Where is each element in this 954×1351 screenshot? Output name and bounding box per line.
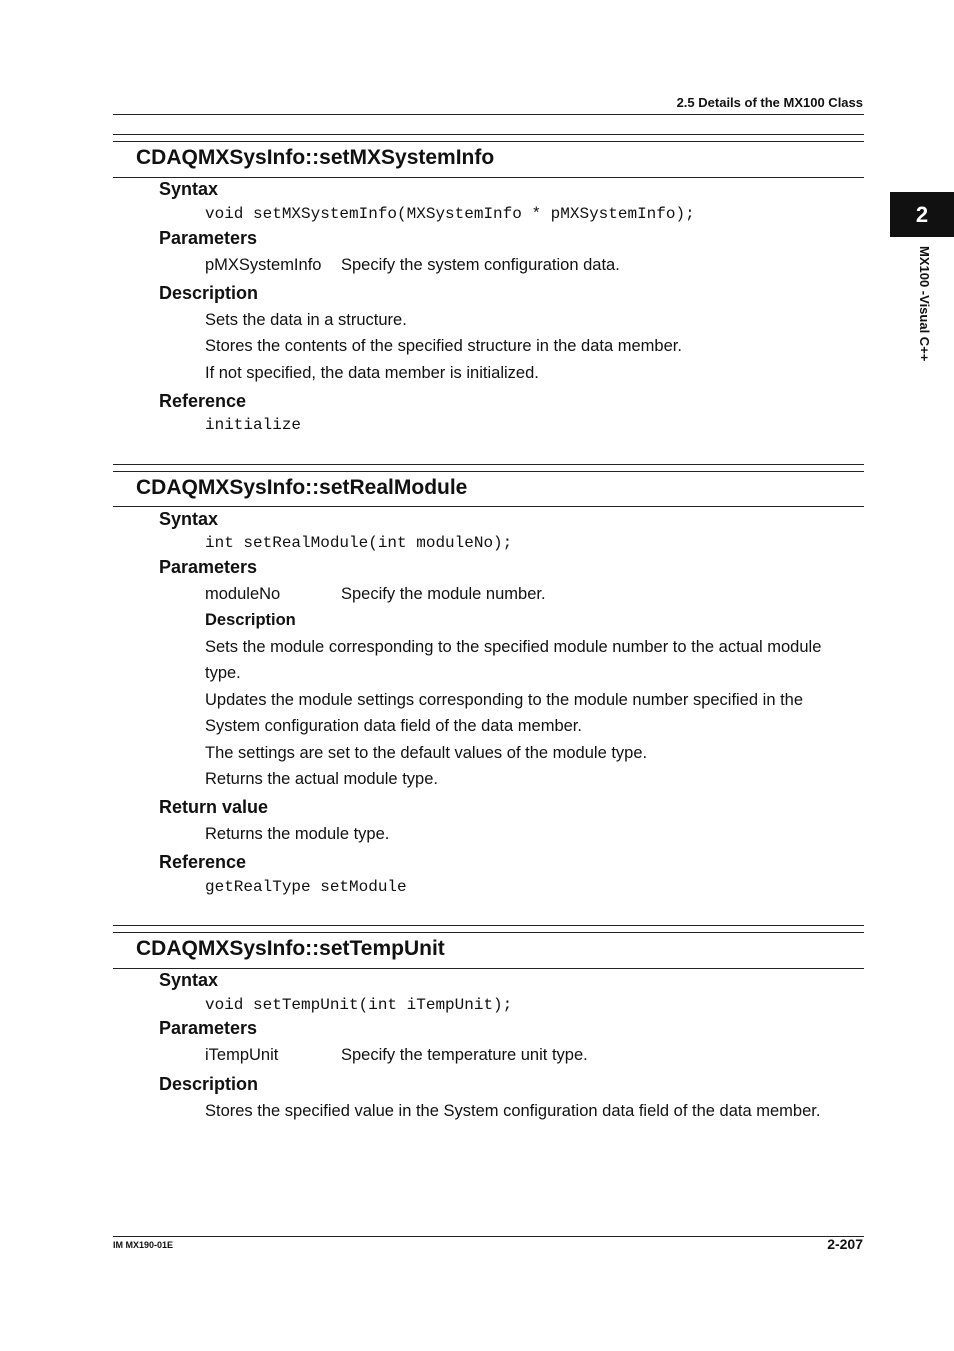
parameters-heading: Parameters (159, 1018, 258, 1038)
syntax-code: void setTempUnit(int iTempUnit); (205, 996, 513, 1014)
section-underline (113, 968, 864, 969)
section-underline (113, 506, 864, 507)
description-line: If not specified, the data member is initialized. (205, 364, 539, 382)
reference-heading: Reference (159, 852, 247, 872)
section-title: CDAQMXSysInfo::setTempUnit (136, 937, 445, 960)
description-line: Stores the specified value in the System configuration data field of the data member. (205, 1102, 821, 1120)
section-rule (113, 134, 864, 142)
syntax-heading: Syntax (159, 179, 219, 199)
description-line: Updates the module settings corresponding to the module number specified in the (205, 691, 804, 709)
description-line: System configuration data field of the data member. (205, 717, 582, 735)
description-line: Stores the contents of the specified structure in the data member. (205, 337, 682, 355)
param-description: Specify the temperature unit type. (341, 1046, 588, 1064)
param-description: Specify the module number. (341, 585, 546, 603)
reference-code: getRealType setModule (205, 878, 407, 896)
return-value-text: Returns the module type. (205, 825, 390, 843)
description-line: type. (205, 664, 241, 682)
description-heading: Description (159, 283, 259, 303)
description-heading: Description (159, 1074, 259, 1094)
chapter-tab-label: MX100 -Visual C++ (917, 246, 932, 362)
section-title: CDAQMXSysInfo::setRealModule (136, 476, 468, 499)
section-title: CDAQMXSysInfo::setMXSystemInfo (136, 146, 495, 169)
parameters-heading: Parameters (159, 557, 258, 577)
param-description: Specify the system configuration data. (341, 256, 620, 274)
syntax-heading: Syntax (159, 509, 219, 529)
section-underline (113, 177, 864, 178)
running-header: 2.5 Details of the MX100 Class (676, 95, 863, 110)
param-name: moduleNo (205, 585, 281, 603)
footer-rule (113, 1236, 864, 1237)
description-line: Sets the data in a structure. (205, 311, 407, 329)
syntax-code: void setMXSystemInfo(MXSystemInfo * pMXSystemInfo); (205, 205, 695, 223)
param-name: pMXSystemInfo (205, 256, 322, 274)
parameters-heading: Parameters (159, 228, 258, 248)
description-line: Returns the actual module type. (205, 770, 438, 788)
return-value-heading: Return value (159, 797, 269, 817)
document-id: IM MX190-01E (113, 1240, 174, 1250)
syntax-heading: Syntax (159, 970, 219, 990)
description-line: Sets the module corresponding to the specified module number to the actual module (205, 638, 822, 656)
reference-code: initialize (205, 416, 302, 434)
page-number: 2-207 (827, 1236, 863, 1252)
section-rule (113, 925, 864, 933)
reference-heading: Reference (159, 391, 247, 411)
header-rule (113, 114, 864, 115)
syntax-code: int setRealModule(int moduleNo); (205, 534, 513, 552)
param-name: iTempUnit (205, 1046, 279, 1064)
chapter-tab-number: 2 (890, 192, 954, 237)
section-rule (113, 464, 864, 472)
description-heading: Description (205, 611, 296, 629)
description-line: The settings are set to the default values of the module type. (205, 744, 648, 762)
